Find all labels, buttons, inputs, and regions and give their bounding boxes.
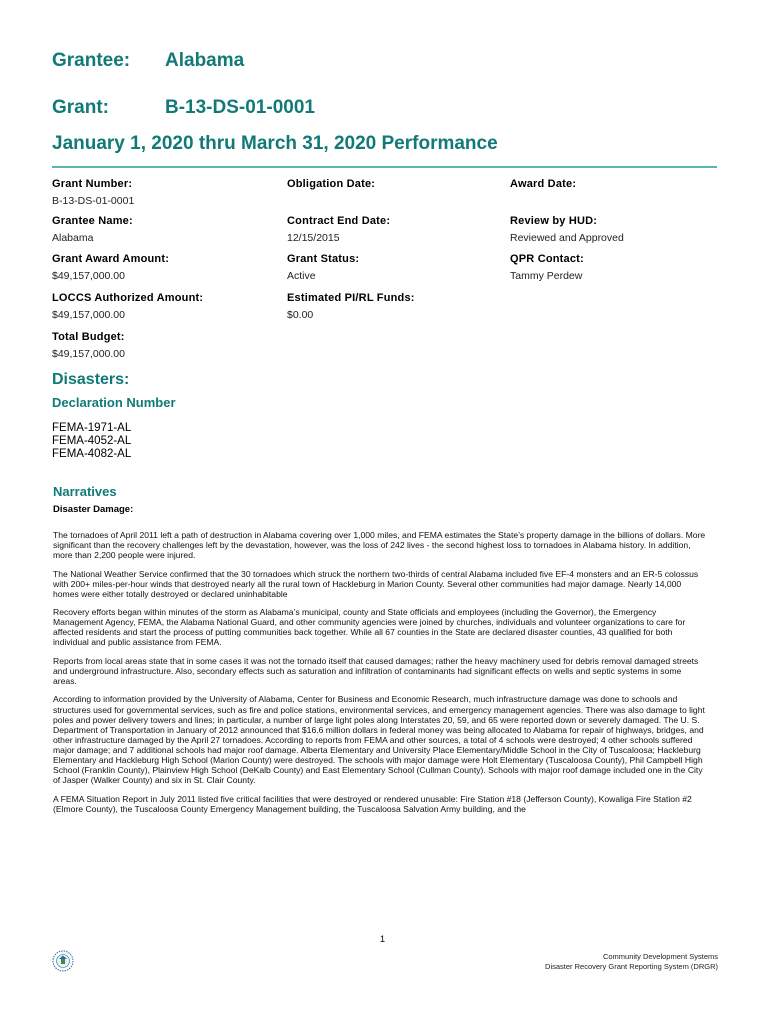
field-total-budget: [52, 331, 125, 360]
field-label: Contract End Date:: [287, 215, 391, 227]
grantee-heading: [52, 50, 244, 72]
field-label: Total Budget:: [52, 331, 125, 343]
declaration-item: FEMA-4052-AL: [52, 435, 132, 447]
grant-value: B-13-DS-01-0001: [165, 97, 315, 118]
page-number: 1: [380, 934, 386, 944]
footer-line: Disaster Recovery Grant Reporting System (DRGR): [545, 961, 718, 971]
field-label: QPR Contact:: [510, 253, 584, 265]
field-value: Tammy Perdew: [510, 270, 583, 282]
field-label: Grant Status:: [287, 253, 360, 265]
field-value: $49,157,000.00: [52, 270, 125, 282]
field-value: Reviewed and Approved: [510, 232, 624, 244]
field-grant-status: [287, 253, 359, 282]
field-value: $0.00: [287, 309, 314, 321]
narrative-paragraph: A FEMA Situation Report in July 2011 listed five critical facilities that were destroyed or rendered unusable: Fire Station #18 (Jefferson County), Kowaliga Fire Station #2 (Elmore County), the Tuscaloosa County Emergency Management building, the Tuscaloosa Salvation Army building, and the: [53, 793, 692, 814]
field-grant-award-amount: [52, 253, 169, 282]
grant-heading: [52, 97, 315, 119]
field-label: Grant Number:: [52, 178, 133, 190]
field-value: Active: [287, 270, 316, 282]
hud-seal-icon: [52, 950, 74, 972]
field-obligation-date: [287, 178, 375, 195]
field-loccs-authorized-amount: [52, 292, 203, 321]
narrative-paragraph: According to information provided by the University of Alabama, Center for Business and Economic Research, much infrastructure damage was done to schools and structures used for governmental services, such as fire and police stations, environmental services, and emergency management agencies. There was also damage to light poles and power delivery towers and lines; in particular, a number of large light poles along Interstates 20, 59, and 65 were reported down or severely damaged. The U. S. Department of Transportation in January of 2012 announced that $16.6 million dollars in federal money was being allocated to Alabama for repair of highways, bridges, and other infrastructure damaged by the April 27 tornadoes. According to reports from FEMA and other sources, a total of 4 schools were destroyed; 4 other schools suffered major damage; and 7 additional schools had major roof damage. Alberta Elementary and University Place Elementary/Middle School in the City of Tuscaloosa; Hackleburg Elementary and Hackleburg High School (Marion County) were destroyed. The schools with major damage were Holt Elementary (Tuscaloosa County), Phil Campbell High School (Franklin County), Plainview High School (DeKalb County) and East Elementary School (Cullman County). Schools with major roof damage included one in the City of Jasper (Walker County) and six in St. Clair County.: [53, 694, 705, 786]
field-label: Estimated PI/RL Funds:: [287, 292, 415, 304]
field-grantee-name: [52, 215, 133, 244]
field-award-date: [510, 178, 576, 195]
grant-label: Grant:: [52, 97, 109, 118]
declaration-list: [52, 422, 131, 461]
disasters-heading: Disasters:: [52, 371, 130, 388]
performance-period-title: January 1, 2020 thru March 31, 2020 Performance: [52, 133, 498, 154]
header-divider: [52, 166, 717, 168]
footer-line: Community Development Systems: [602, 952, 718, 961]
field-value: Alabama: [52, 232, 94, 244]
narrative-paragraph: Recovery efforts began within minutes of the storm as Alabama’s municipal, county and State officials and employees (including the Governor), the Emergency Management Agency, FEMA, the Alabama National Guard, and other community agencies were joined by churches, individuals and volunteer organizations to care for affected residents and start the process of putting communities back together. While all 67 counties in the State are declared disaster counties, 43 qualified for both individual and public assistance from FEMA.: [53, 607, 686, 648]
grantee-value: Alabama: [165, 50, 245, 71]
field-label: LOCCS Authorized Amount:: [52, 292, 204, 304]
field-label: Award Date:: [510, 178, 577, 190]
field-grant-number: [52, 178, 134, 207]
footer: [545, 952, 718, 971]
field-value: 12/15/2015: [287, 232, 340, 244]
narrative-body: [53, 530, 707, 822]
field-value: B-13-DS-01-0001: [52, 195, 135, 207]
field-value: $49,157,000.00: [52, 309, 125, 321]
narrative-paragraph: The tornadoes of April 2011 left a path of destruction in Alabama covering over 1,000 miles, and FEMA estimates the State’s property damage in the billions of dollars. More significant than the recovery challenges left by the devastation, however, was the loss of 242 lives - the second highest loss to tornadoes in Alabama history. In addition, more than 2,200 people were injured.: [53, 530, 706, 561]
field-qpr-contact: [510, 253, 584, 282]
field-contract-end-date: [287, 215, 390, 244]
disaster-damage-subheading: Disaster Damage:: [53, 504, 134, 515]
narrative-paragraph: Reports from local areas state that in some cases it was not the tornado itself that caused damages; rather the heavy machinery used for debris removal damaged streets and underground infrastructure. Also, secondary effects such as saturation and infiltration of contaminants had significant effects on wells and septic systems in some areas.: [53, 655, 699, 687]
grantee-label: Grantee:: [52, 50, 131, 71]
field-label: Grant Award Amount:: [52, 253, 170, 265]
field-estimated-pi-rl-funds: [287, 292, 415, 321]
declaration-item: FEMA-4082-AL: [52, 448, 132, 460]
narrative-paragraph: The National Weather Service confirmed that the 30 tornadoes which struck the northern two-thirds of central Alabama included five EF-4 monsters and an ER-5 colossus with 200+ miles-per-hour winds that destroyed nearly all the rural town of Hackleburg in Marion County. Several other communities had major damage. Nearly 14,000 homes were either totally destroyed or declared uninhabitable: [53, 568, 699, 599]
field-label: Review by HUD:: [510, 215, 598, 227]
declaration-item: FEMA-1971-AL: [52, 422, 132, 434]
narratives-heading: Narratives: [53, 484, 117, 499]
field-label: Grantee Name:: [52, 215, 133, 227]
declaration-number-heading: Declaration Number: [52, 395, 176, 410]
field-review-by-hud: [510, 215, 624, 244]
field-label: Obligation Date:: [287, 178, 376, 190]
field-value: $49,157,000.00: [52, 348, 125, 360]
